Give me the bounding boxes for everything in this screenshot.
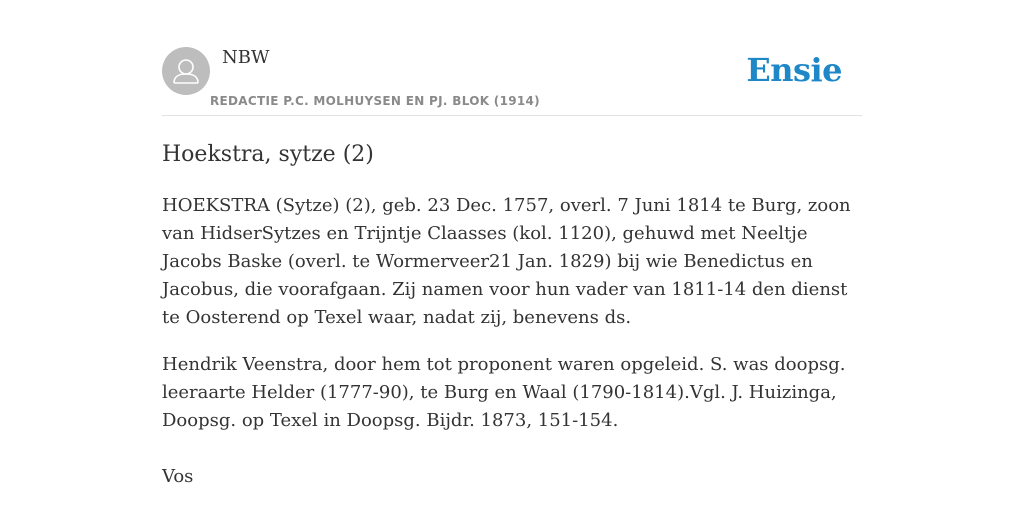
- source-avatar: [162, 47, 210, 95]
- header-divider: [162, 115, 862, 116]
- ensie-logo[interactable]: Ensie: [746, 51, 842, 89]
- article-paragraph: HOEKSTRA (Sytze) (2), geb. 23 Dec. 1757, overl. 7 Juni 1814 te Burg, zoon van HidserSytzes en Trijntje Claasses (kol. 1120), gehuwd met Neeltje Jacobs Baske (overl. te Wormerveer21 Jan. 1829) bij wie Benedictus en Jacobus, die voorafgaan. Zij namen voor hun vader van 1811-14 den dienst te Oosterend op Texel waar, nadat zij, benevens ds.: [162, 195, 851, 328]
- source-name[interactable]: NBW: [222, 47, 270, 68]
- user-icon: [162, 47, 210, 95]
- article-author: Vos: [162, 466, 194, 487]
- source-subtitle: REDACTIE P.C. MOLHUYSEN EN PJ. BLOK (1914): [210, 94, 540, 108]
- article-card: [162, 0, 862, 512]
- article-title: Hoekstra, sytze (2): [162, 142, 374, 167]
- article-paragraph: Hendrik Veenstra, door hem tot proponent waren opgeleid. S. was doopsg. leeraarte Helder (1777-90), te Burg en Waal (1790-1814).Vgl. J. Huizinga, Doopsg. op Texel in Doopsg. Bijdr. 1873, 151-154.: [162, 354, 846, 431]
